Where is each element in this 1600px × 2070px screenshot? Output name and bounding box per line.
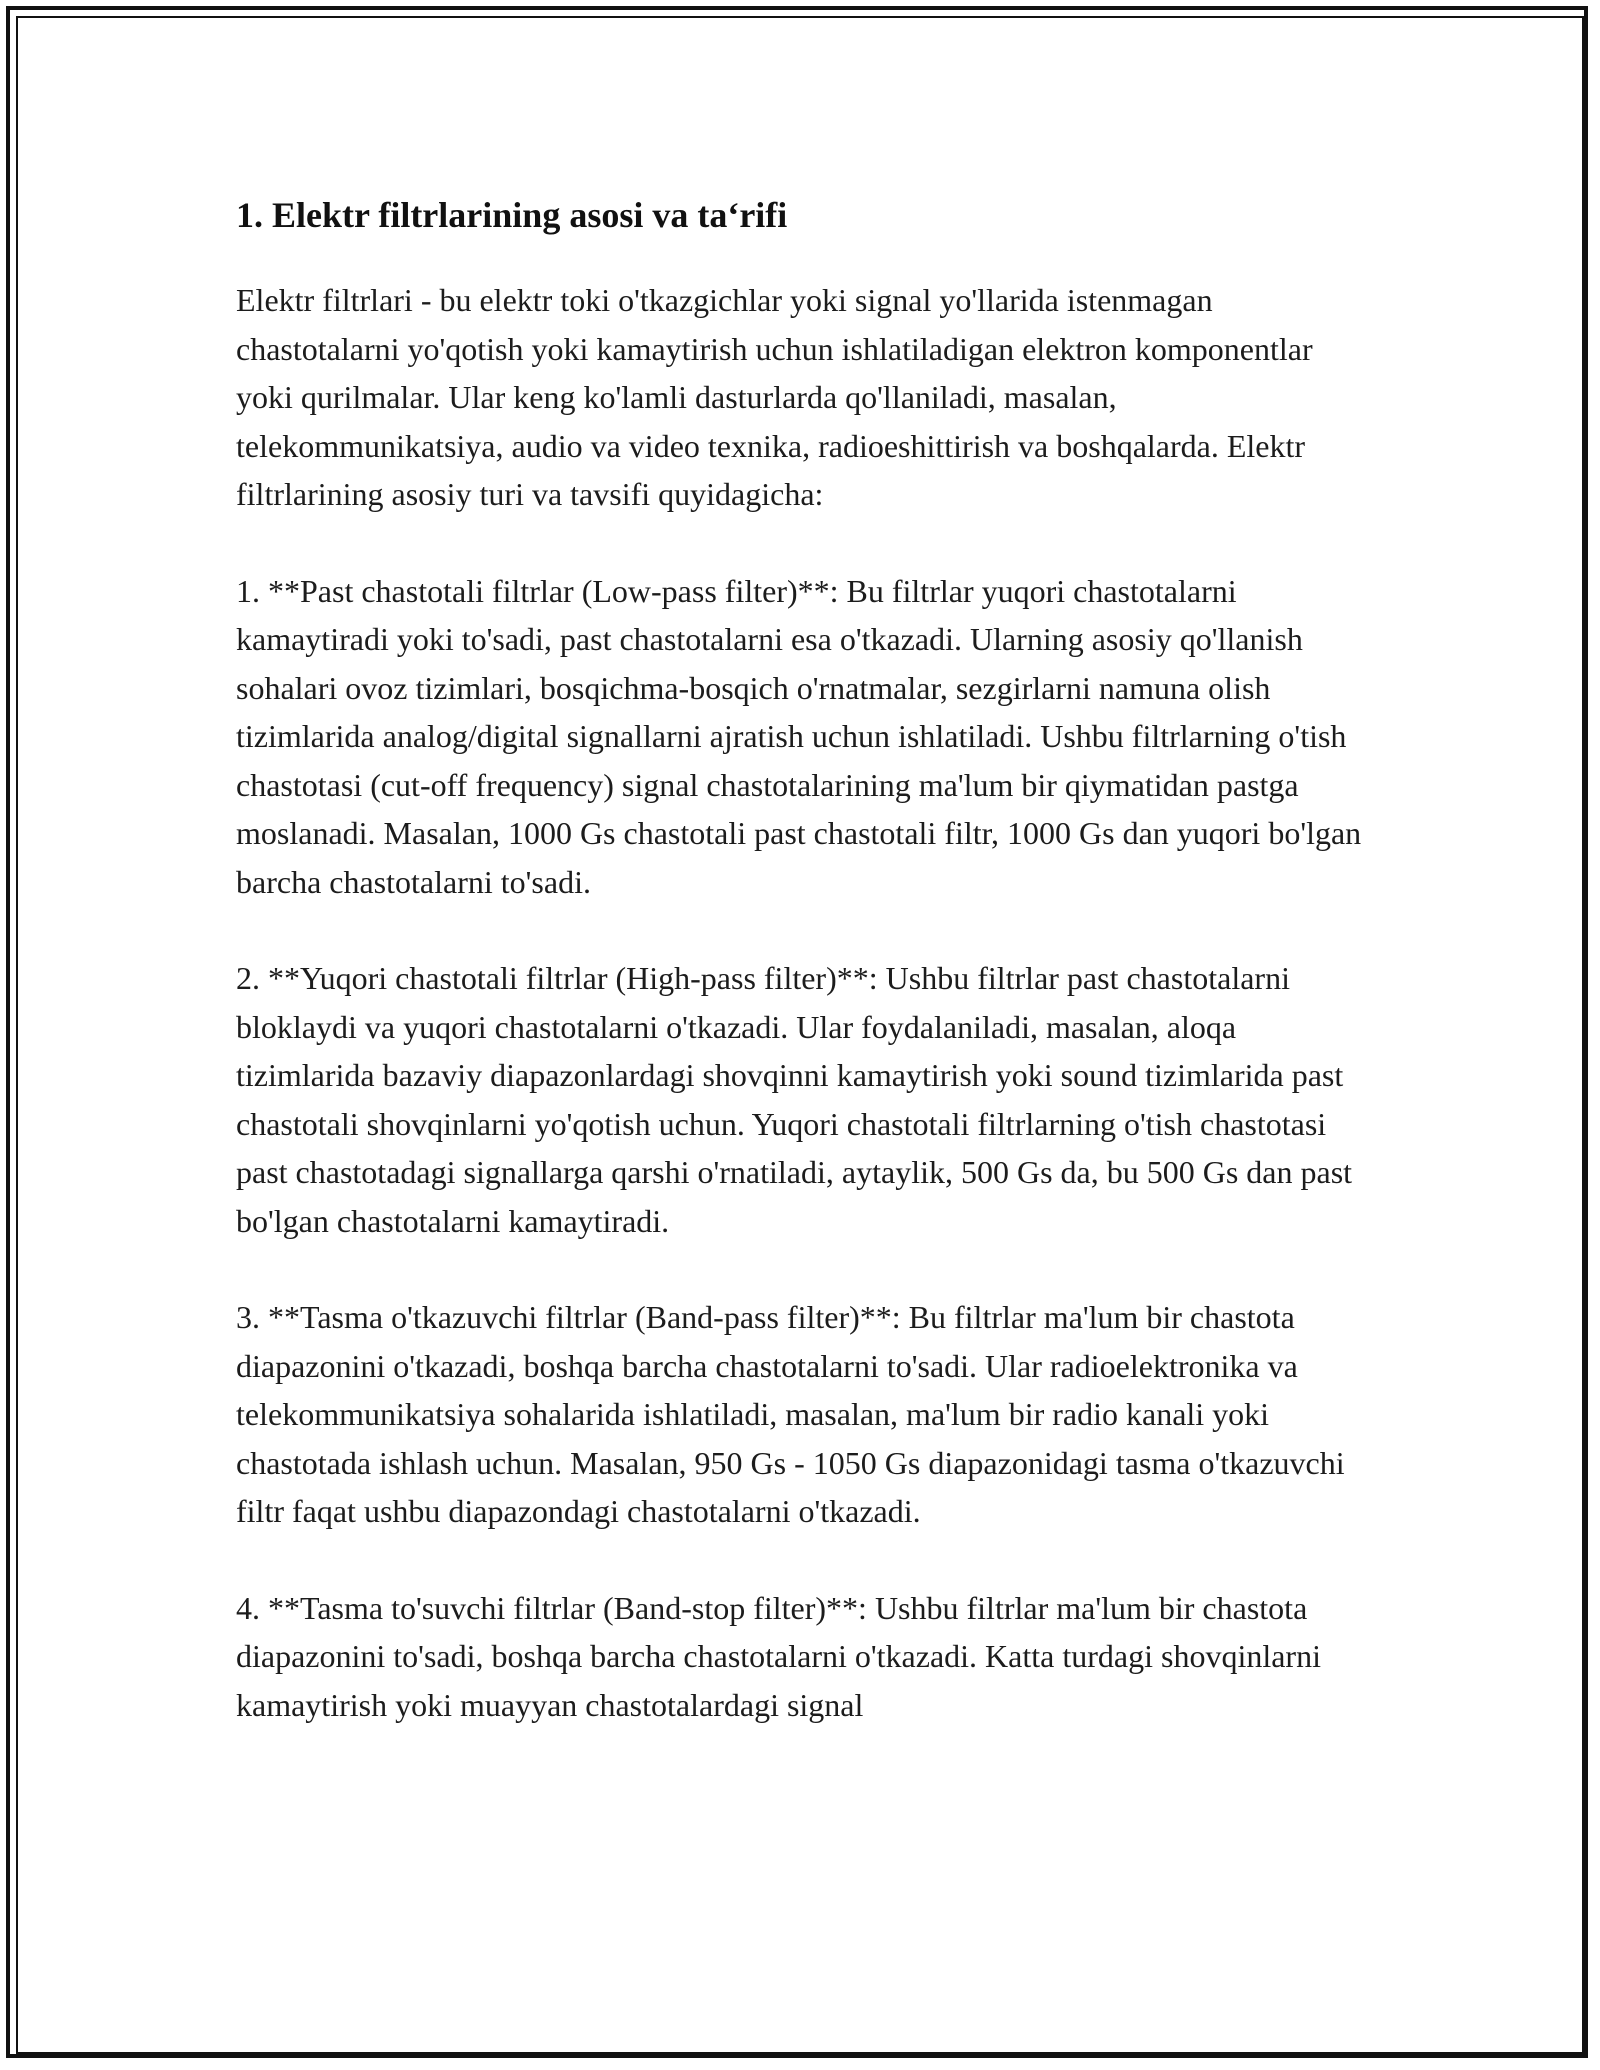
section-heading: 1. Elektr filtrlarining asosi va ta‘rifi bbox=[236, 195, 788, 235]
high-pass-filter-paragraph: 2. **Yuqori chastotali filtrlar (High-pass filter)**: Ushbu filtrlar past chastotalarni bloklaydi va yuqori chastotalarni o'tkazadi. Ular foydalaniladi, masalan, aloqa tizimlarida bazaviy diapazonlardagi shovqinni kamaytirish yoki sound tizimlarida past chastotali shovqinlarni yo'qotish uchun. Yuqori chastotali filtrlarning o'tish chastotasi past chastotadagi signallarga qarshi o'rnatiladi, aytaylik, 500 Gs da, bu 500 Gs dan past bo'lgan chastotalarni kamaytiradi. bbox=[236, 960, 1353, 1239]
band-pass-filter-paragraph: 3. **Tasma o'tkazuvchi filtrlar (Band-pass filter)**: Bu filtrlar ma'lum bir chastota diapazonini o'tkazadi, boshqa barcha chastotalarni to'sadi. Ular radioelektronika va telekommunikatsiya sohalarida ishlatiladi, masalan, ma'lum bir radio kanali yoki chastotada ishlash uchun. Masalan, 950 Gs - 1050 Gs diapazonidagi tasma o'tkazuvchi filtr faqat ushbu diapazondagi chastotalarni o'tkazadi. bbox=[236, 1299, 1345, 1529]
document-body bbox=[236, 182, 1376, 1777]
intro-paragraph: Elektr filtrlari - bu elektr toki o'tkazgichlar yoki signal yo'llarida istenmagan chastotalarni yo'qotish yoki kamaytirish uchun ishlatiladigan elektron komponentlar yoki qurilmalar. Ular keng ko'lamli dasturlarda qo'llaniladi, masalan, telekommunikatsiya, audio va video texnika, radioeshittirish va boshqalarda. Elektr filtrlarining asosiy turi va tavsifi quyidagicha: bbox=[236, 282, 1313, 512]
low-pass-filter-paragraph: 1. **Past chastotali filtrlar (Low-pass filter)**: Bu filtrlar yuqori chastotalarni kamaytiradi yoki to'sadi, past chastotalarni esa o'tkazadi. Ularning asosiy qo'llanish sohalari ovoz tizimlari, bosqichma-bosqich o'rnatmalar, sezgirlarni namuna olish tizimlarida analog/digital signallarni ajratish uchun ishlatiladi. Ushbu filtrlarning o'tish chastotasi (cut-off frequency) signal chastotalarining ma'lum bir qiymatidan pastga moslanadi. Masalan, 1000 Gs chastotali past chastotali filtr, 1000 Gs dan yuqori bo'lgan barcha chastotalarni to'sadi. bbox=[236, 572, 1362, 900]
band-stop-filter-paragraph: 4. **Tasma to'suvchi filtrlar (Band-stop filter)**: Ushbu filtrlar ma'lum bir chastota diapazonini to'sadi, boshqa barcha chastotalarni o'tkazadi. Katta turdagi shovqinlarni kamaytirish yoki muayyan chastotalardagi signal bbox=[236, 1589, 1321, 1723]
